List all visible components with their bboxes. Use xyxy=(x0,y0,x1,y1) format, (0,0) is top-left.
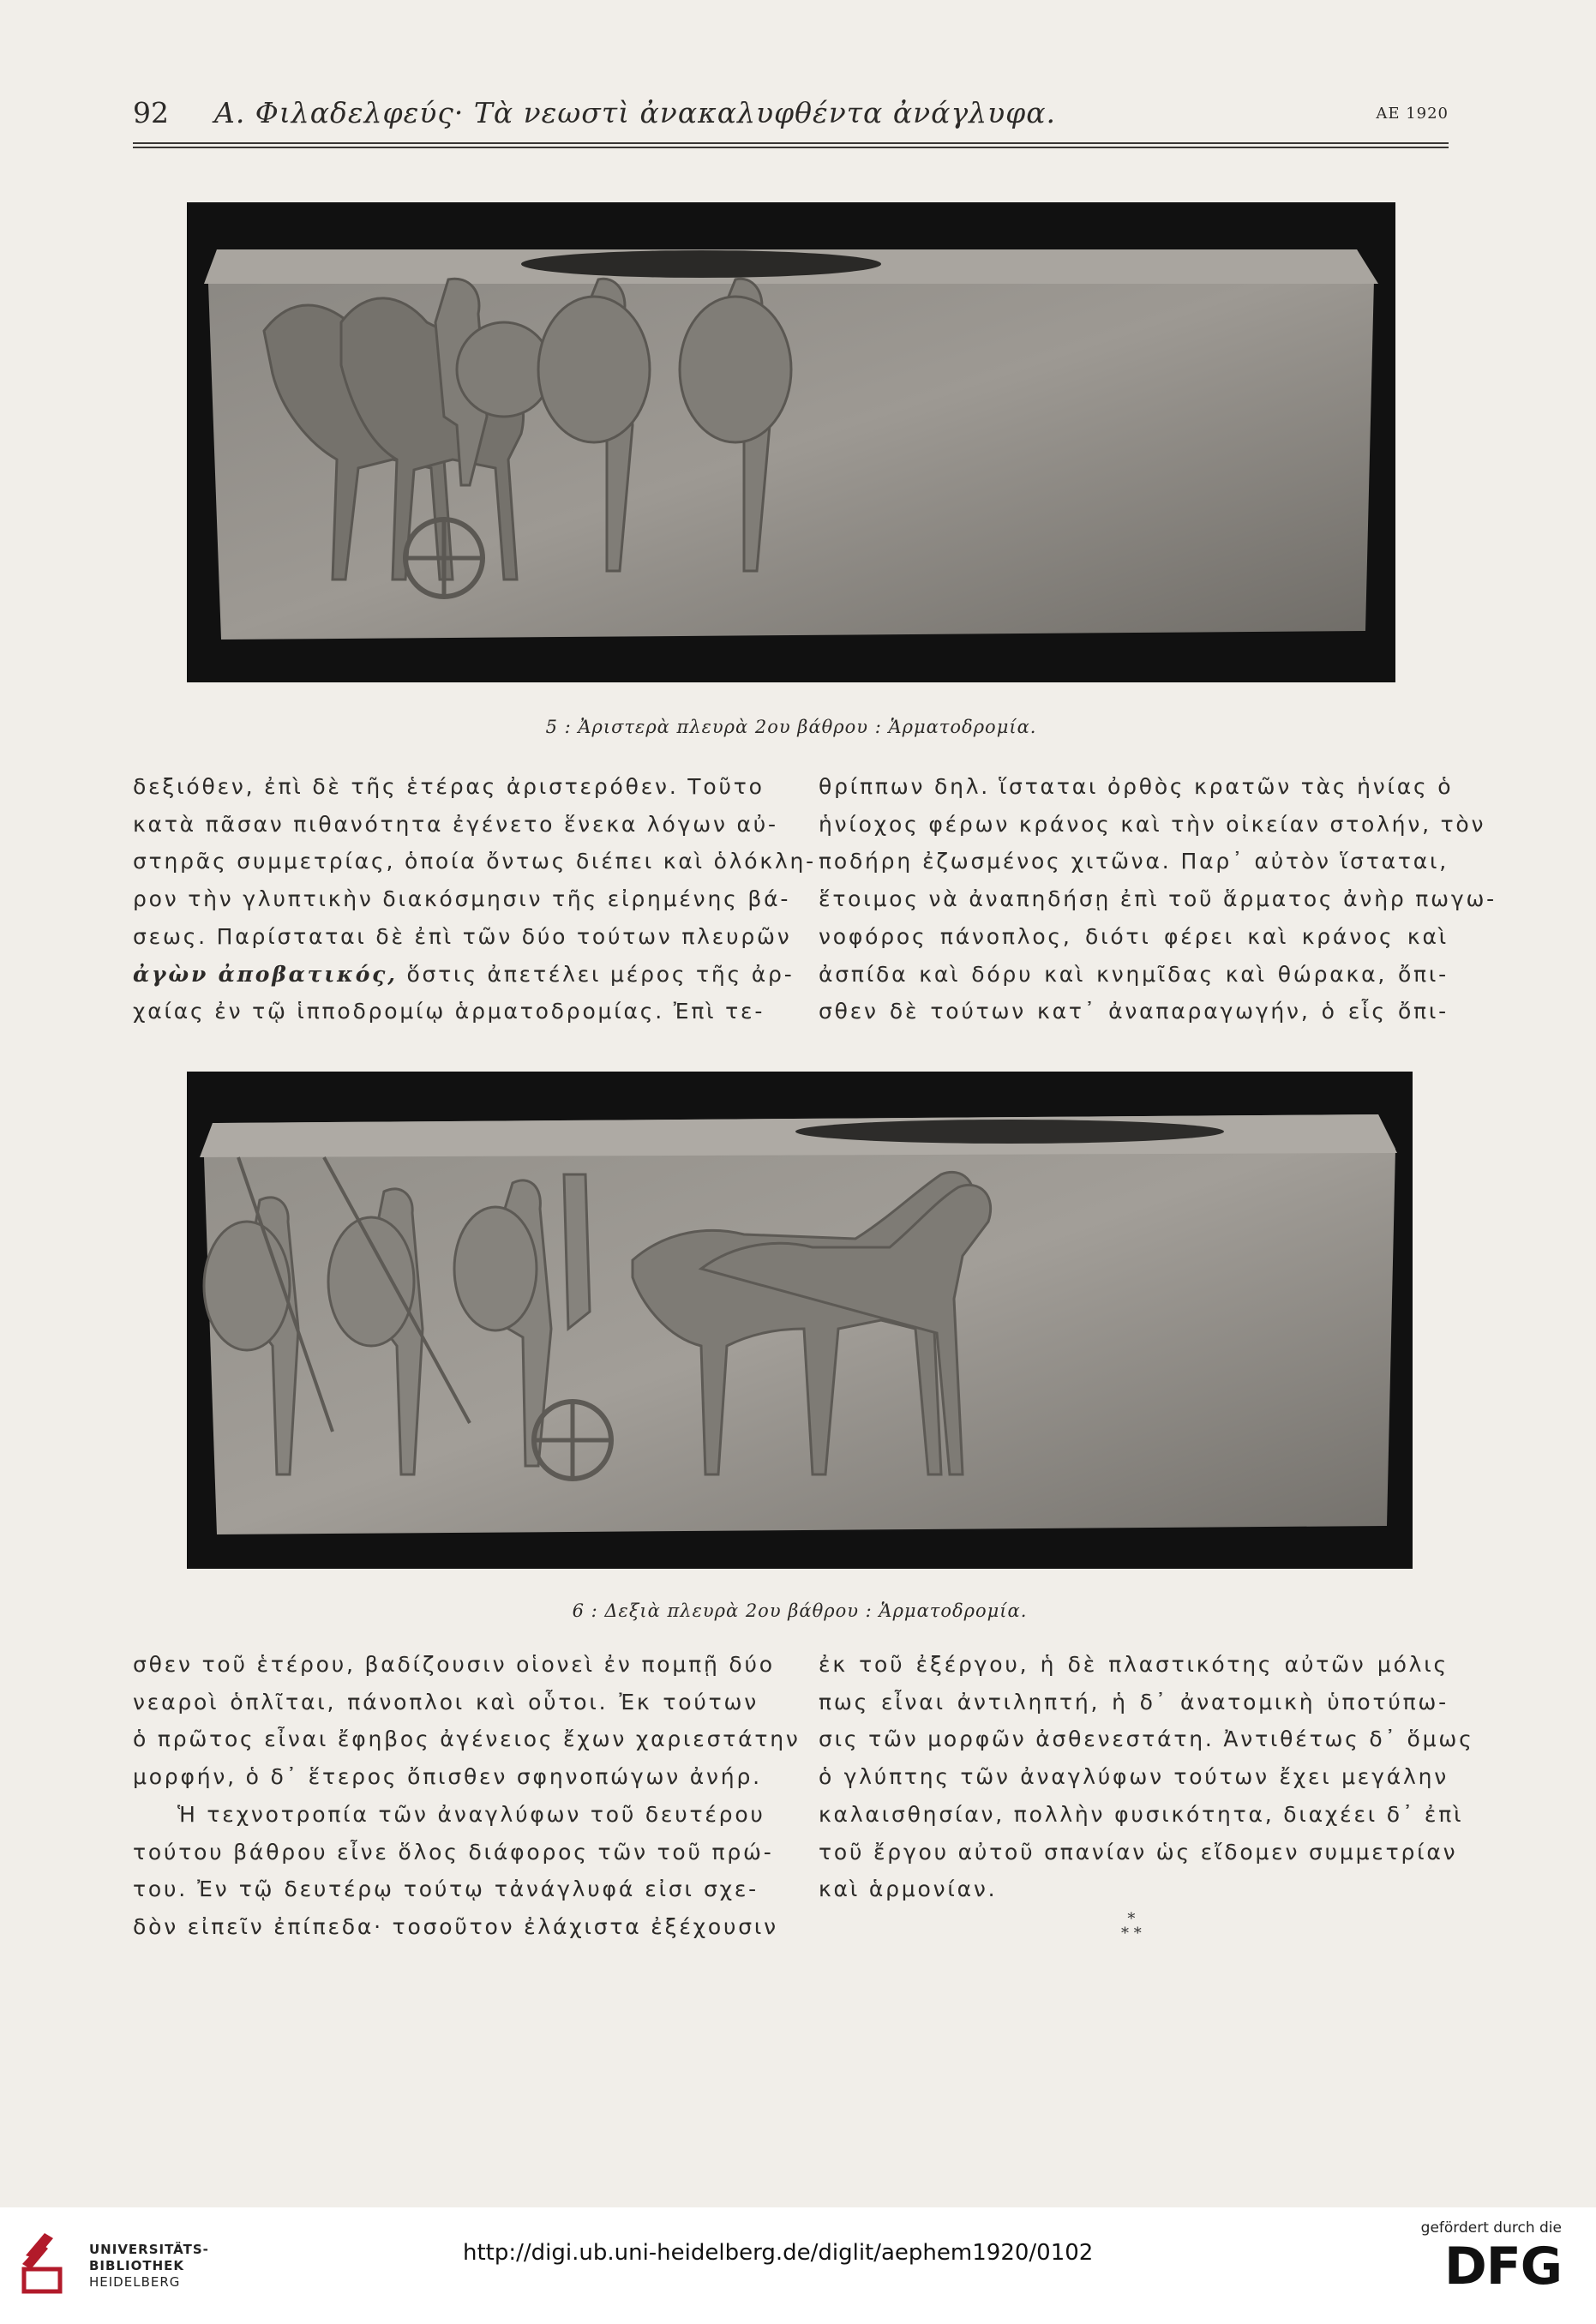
library-emblem-icon xyxy=(19,2230,74,2297)
text-line: σεως. Παρίσταται δὲ ἐπὶ τῶν δύο τούτων πλευρῶν xyxy=(133,923,792,949)
upper-right-column xyxy=(819,768,1497,1030)
library-name-line: BIBLIOTHEK xyxy=(89,2258,184,2273)
figure-6-photo xyxy=(187,1072,1413,1569)
text-line: νεαροὶ ὁπλῖται, πάνοπλοι καὶ οὗτοι. Ἐκ τούτων xyxy=(133,1689,759,1714)
article-title: Α. Φιλαδελφεύς· Τὰ νεωστὶ ἀνακαλυφθέντα ἀνάγλυφα. xyxy=(214,96,1057,129)
text-line: του. Ἐν τῷ δευτέρῳ τούτῳ τἀνάγλυφά εἰσι σχε- xyxy=(133,1877,759,1902)
text-line: χαίας ἐν τῷ ἱπποδρομίῳ ἁρματοδρομίας. Ἐπὶ τε- xyxy=(133,999,765,1024)
text-line: ποδήρη ἐζωσμένος χιτῶνα. Παρ᾿ αὐτὸν ἵσταται, xyxy=(819,849,1449,874)
text-line: θρίππων δηλ. ἵσταται ὀρθὸς κρατῶν τὰς ἡνίας ὁ xyxy=(819,774,1454,799)
text-line: τούτου βάθρου εἶνε ὅλος διάφορος τῶν τοῦ πρώ- xyxy=(133,1839,774,1865)
text-line: σθεν τοῦ ἑτέρου, βαδίζουσιν οἱονεὶ ἐν πομπῇ δύο xyxy=(133,1652,775,1677)
text-line: τοῦ ἔργου αὐτοῦ σπανίαν ὡς εἴδομεν συμμετρίαν xyxy=(819,1839,1458,1865)
text-line: μορφήν, ὁ δ᾿ ἕτερος ὄπισθεν σφηνοπώγων ἀνήρ. xyxy=(133,1764,762,1790)
text-line: Ἡ τεχνοτροπία τῶν ἀναγλύφων τοῦ δευτέρου xyxy=(177,1801,765,1827)
page-number: 92 xyxy=(133,96,169,129)
lower-left-column xyxy=(133,1646,801,1946)
text-line: ὁ πρῶτος εἶναι ἔφηβος ἀγένειος ἔχων χαριεστάτην xyxy=(133,1726,801,1752)
dfg-logo: DFG xyxy=(1443,2237,1562,2297)
text-line: ρον τὴν γλυπτικὴν διακόσμησιν τῆς εἰρημένης βά- xyxy=(133,886,791,912)
journal-issue: ΑΕ 1920 xyxy=(1376,105,1449,123)
figure-6-caption: 6 : Δεξιὰ πλευρὰ 2ου βάθρου : Ἁρματοδρομία. xyxy=(572,1600,1028,1621)
library-name-line: HEIDELBERG xyxy=(89,2274,181,2290)
text-fragment: ὅστις ἀπετέλει μέρος τῆς ἀρ- xyxy=(397,961,795,987)
text-line xyxy=(133,956,795,994)
relief-right-side xyxy=(187,1072,1413,1569)
running-header xyxy=(133,96,1449,141)
funded-by-label: gefördert durch die xyxy=(1420,2219,1562,2237)
text-line: ἡνίοχος φέρων κράνος καὶ τὴν οἰκείαν στολήν, τὸν xyxy=(819,811,1486,837)
header-rule-bottom xyxy=(133,147,1449,148)
text-line: δεξιόθεν, ἐπὶ δὲ τῆς ἑτέρας ἀριστερόθεν. Τοῦτο xyxy=(133,774,765,799)
lower-right-column xyxy=(819,1646,1474,1908)
text-line: κατὰ πᾶσαν πιθανότητα ἐγένετο ἕνεκα λόγων αὐ- xyxy=(133,811,778,837)
asterism-top: * xyxy=(1127,1910,1136,1928)
asterism-bottom: * * xyxy=(1121,1925,1142,1943)
library-name-line: UNIVERSITÄTS- xyxy=(89,2242,209,2257)
section-break-asterisks xyxy=(1121,1912,1142,1941)
text-line: καλαισθησίαν, πολλὴν φυσικότητα, διαχέει δ᾿ ἐπὶ xyxy=(819,1801,1464,1827)
figure-5-caption: 5 : Ἀριστερὰ πλευρὰ 2ου βάθρου : Ἁρματοδρομία. xyxy=(545,717,1037,737)
text-line: πως εἶναι ἀντιληπτή, ἡ δ᾿ ἀνατομικὴ ὑποτύπω- xyxy=(819,1689,1449,1714)
funder-block[interactable] xyxy=(1399,2219,1562,2297)
text-line: σθεν δὲ τούτων κατ᾿ ἀναπαραγωγήν, ὁ εἷς ὄπι- xyxy=(819,999,1449,1024)
permalink-url[interactable]: http://digi.ub.uni-heidelberg.de/diglit/aephem1920/0102 xyxy=(463,2240,1094,2266)
digitization-footer xyxy=(0,2207,1596,2324)
text-line: στηρᾶς συμμετρίας, ὁποία ὄντως διέπει καὶ ὁλόκλη- xyxy=(133,849,817,874)
text-line: δὸν εἰπεῖν ἐπίπεδα· τοσοῦτον ἐλάχιστα ἐξέχουσιν xyxy=(133,1913,778,1939)
text-line: ὁ γλύπτης τῶν ἀναγλύφων τούτων ἔχει μεγάλην xyxy=(819,1764,1449,1790)
text-line: σις τῶν μορφῶν ἀσθενεστάτη. Ἀντιθέτως δ᾿ ὅμως xyxy=(819,1726,1474,1752)
upper-left-column xyxy=(133,768,817,1030)
figure-5-photo xyxy=(187,202,1395,682)
library-name xyxy=(89,2242,209,2291)
relief-left-side xyxy=(187,202,1395,682)
text-line: ἕτοιμος νὰ ἀναπηδήσῃ ἐπὶ τοῦ ἅρματος ἀνὴρ πωγω- xyxy=(819,886,1497,912)
text-line: καὶ ἁρμονίαν. xyxy=(819,1877,998,1902)
library-logo[interactable] xyxy=(19,2223,216,2309)
text-line: ἐκ τοῦ ἐξέργου, ἡ δὲ πλαστικότης αὐτῶν μόλις xyxy=(819,1652,1449,1677)
text-line: ἀσπίδα καὶ δόρυ καὶ κνημῖδας καὶ θώρακα, ὄπι- xyxy=(819,961,1449,987)
header-rule-top xyxy=(133,142,1449,144)
emphasis-term: ἀγὼν ἀποβατικός, xyxy=(133,961,398,987)
text-line: νοφόρος πάνοπλος, διότι φέρει καὶ κράνος καὶ xyxy=(819,923,1449,949)
